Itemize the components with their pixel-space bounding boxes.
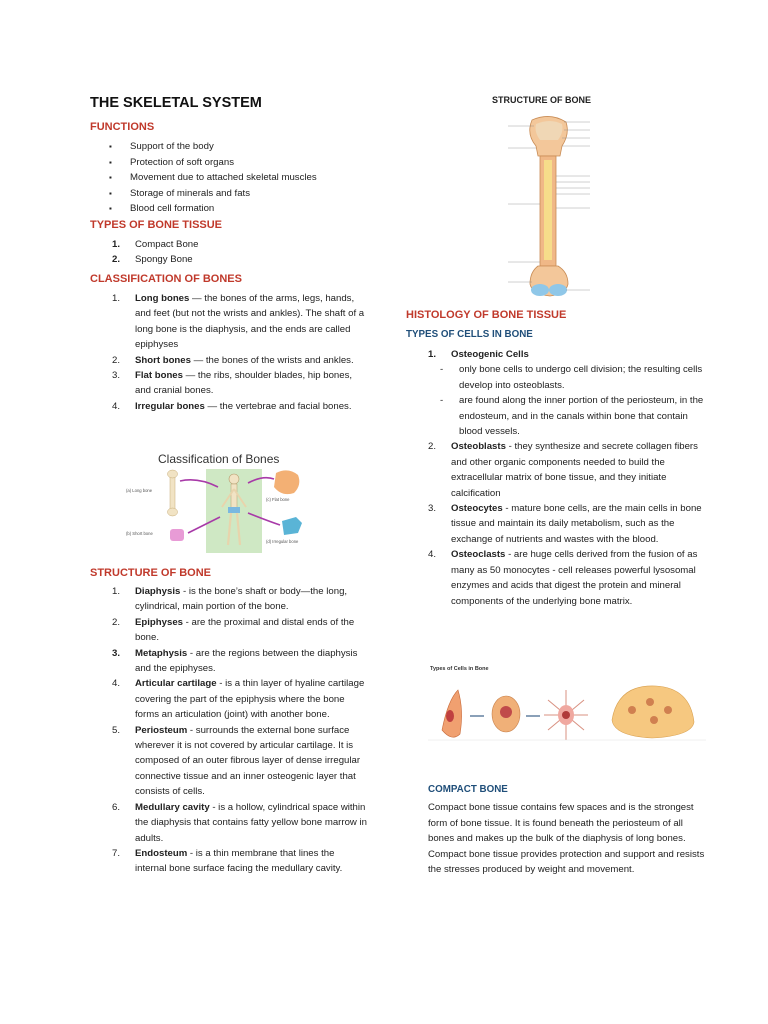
list-item: ▪ Blood cell formation [90, 201, 380, 217]
classification-figure-title: Classification of Bones [158, 452, 280, 466]
functions-list [90, 139, 380, 217]
list-item: 6. Medullary cavity - is a hollow, cylindrical space within the diaphysis that contains fatty yellow bone marrow in adults. [112, 801, 367, 844]
classification-heading: CLASSIFICATION OF BONES [90, 273, 242, 285]
list-item: - only bone cells to undergo cell division; the resulting cells develop into osteoblasts. [440, 364, 703, 391]
classification-list [90, 291, 368, 414]
list-item: 4. Osteoclasts - are huge cells derived from the fusion of as many as 50 monocytes - cell releases powerful lysosomal enzymes and acids that digest the protein and mineral components of the underlying bone matrix. [428, 549, 698, 607]
list-item: 2. Epiphyses - are the proximal and distal ends of the bone. [112, 616, 355, 644]
list-item: 4. Irregular bones — the vertebrae and facial bones. [112, 400, 352, 412]
list-item: ▪ Storage of minerals and fats [90, 186, 380, 202]
figure-label: (c) Flat bone [266, 497, 290, 502]
list-item: - are found along the inner portion of the periosteum, in the endosteum, and in the canals within bone that contain blood vessels. [440, 395, 704, 438]
compact-bone-text: Compact bone tissue contains few spaces and is the strongest form of bone tissue. It is found beneath the periosteum of all bones and makes up the bulk of the diaphysis of long bones. Compact bone tissue provides protection and support and resists the stresses produced by weight and movement. [428, 802, 705, 876]
figure-label: (a) Long bone [126, 488, 153, 493]
tissue-list [90, 237, 380, 268]
bone-figure-title: STRUCTURE OF BONE [492, 95, 591, 105]
list-item: ▪ Support of the body [90, 139, 380, 155]
classification-figure [118, 447, 323, 557]
figure-label: (b) Short bone [126, 531, 153, 536]
list-item: 2. Short bones — the bones of the wrists and ankles. [112, 354, 354, 366]
list-item: 1. Diaphysis - is the bone’s shaft or body—the long, cylindrical, main portion of the bone. [112, 586, 348, 613]
structure-heading: STRUCTURE OF BONE [90, 567, 211, 579]
long-bone-figure [478, 112, 628, 302]
cells-figure [428, 660, 706, 770]
cells-list [406, 347, 704, 609]
list-item: ▪ Movement due to attached skeletal muscles [90, 170, 380, 186]
cells-figure-title: Types of Cells in Bone [430, 666, 489, 672]
list-item: 3. Osteocytes - mature bone cells, are the main cells in bone tissue and maintain its daily metabolism, such as the exchange of nutrients and wastes with the blood. [428, 503, 702, 545]
list-item: 3. Metaphysis - are the regions between the diaphysis and the epiphyses. [112, 647, 358, 675]
list-item: 1. Compact Bone [112, 239, 199, 250]
tissue-heading: TYPES OF BONE TISSUE [90, 219, 223, 231]
list-item: 7. Endosteum - is a thin membrane that lines the internal bone surface facing the medullary cavity. [112, 847, 343, 875]
list-item: 1. Long bones — the bones of the arms, legs, hands, and feet (but not the wrists and ankles). The shaft of a long bone is the diaphysis, and the ends are called epiphyses [112, 293, 365, 351]
list-item: 1. Osteogenic Cells [428, 349, 529, 360]
list-item: 2. Spongy Bone [112, 254, 193, 266]
functions-heading: FUNCTIONS [90, 121, 155, 133]
cells-heading: TYPES OF CELLS IN BONE [406, 329, 533, 340]
page-title: THE SKELETAL SYSTEM [90, 95, 262, 111]
list-item: 3. Flat bones — the ribs, shoulder blades, hip bones, and cranial bones. [112, 370, 353, 397]
list-item: 5. Periosteum - surrounds the external bone surface wherever it is not covered by articular cartilage. It is composed of an outer fibrous layer of dense irregular connective tissue and an inner osteogenic layer that consists of cells. [112, 724, 361, 798]
list-item: ▪ Protection of soft organs [90, 155, 380, 171]
compact-bone-heading: COMPACT BONE [428, 784, 508, 795]
structure-list [90, 584, 368, 877]
list-item: 2. Osteoblasts - they synthesize and secrete collagen fibers and other organic components needed to build the extracellular matrix of bone tissue, and they initiate calcification [428, 441, 698, 499]
list-item: 4. Articular cartilage - is a thin layer of hyaline cartilage covering the part of the epiphysis where the bone forms an articulation (joint) with another bone. [112, 678, 365, 721]
histology-heading: HISTOLOGY OF BONE TISSUE [406, 309, 567, 321]
figure-label: (d) Irregular bone [266, 539, 299, 544]
